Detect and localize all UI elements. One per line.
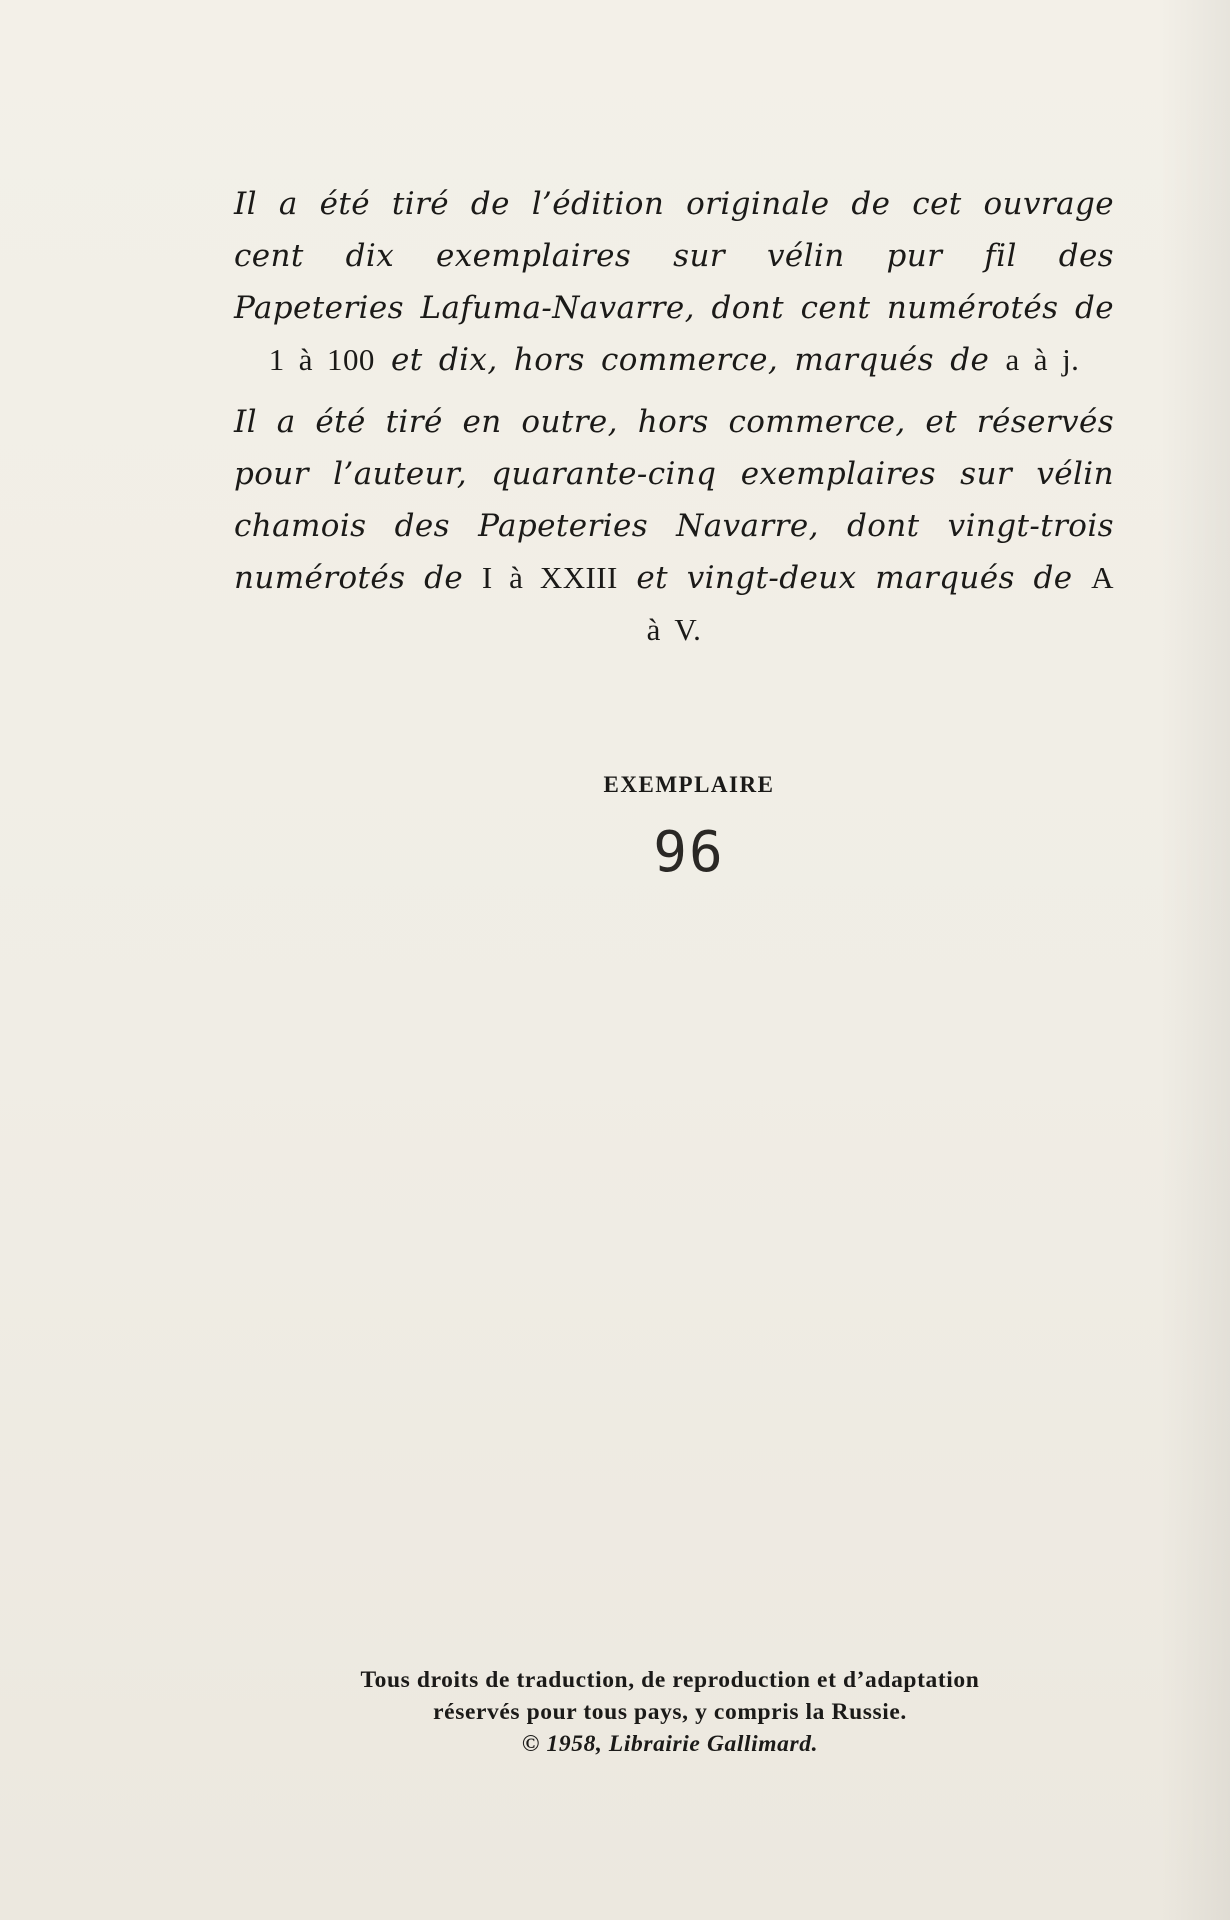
justification-du-tirage xyxy=(234,178,1114,666)
paragraph-2-letter-range: A à V. xyxy=(646,560,1114,647)
copy-number: 96 xyxy=(653,820,725,885)
justification-paragraph-2 xyxy=(234,396,1114,656)
paragraph-1-letter-range: a à j. xyxy=(1005,342,1080,377)
rights-line-2: réservés pour tous pays, y compris la Russie. xyxy=(433,1699,907,1725)
paragraph-1-text-b: et dix, hors commerce, marqués de xyxy=(391,342,990,378)
rights-notice xyxy=(230,1664,1110,1760)
paragraph-1-text-a: Il a été tiré de l’édition originale de cet ouvrage cent dix exemplaires sur vélin pur fil des Papeteries Lafuma-Navarre, dont cent numérotés de xyxy=(234,186,1114,326)
paragraph-2-text-a: Il a été tiré en outre, hors commerce, et réservés pour l’auteur, quarante-cinq exemplaires sur vélin chamois des Papeteries Navarre, dont vingt-trois numérotés de xyxy=(234,404,1114,596)
paragraph-2-text-b: et vingt-deux marqués de xyxy=(636,560,1073,596)
rights-line-1: Tous droits de traduction, de reproduction et d’adaptation xyxy=(360,1667,980,1693)
paragraph-1-number-range: 1 à 100 xyxy=(268,342,375,377)
paragraph-2-roman-range: I à XXIII xyxy=(481,560,618,595)
copy-label: EXEMPLAIRE xyxy=(603,772,775,797)
justification-paragraph-1 xyxy=(234,178,1114,386)
copyright-imprint: © 1958, Librairie Gallimard. xyxy=(521,1731,819,1757)
